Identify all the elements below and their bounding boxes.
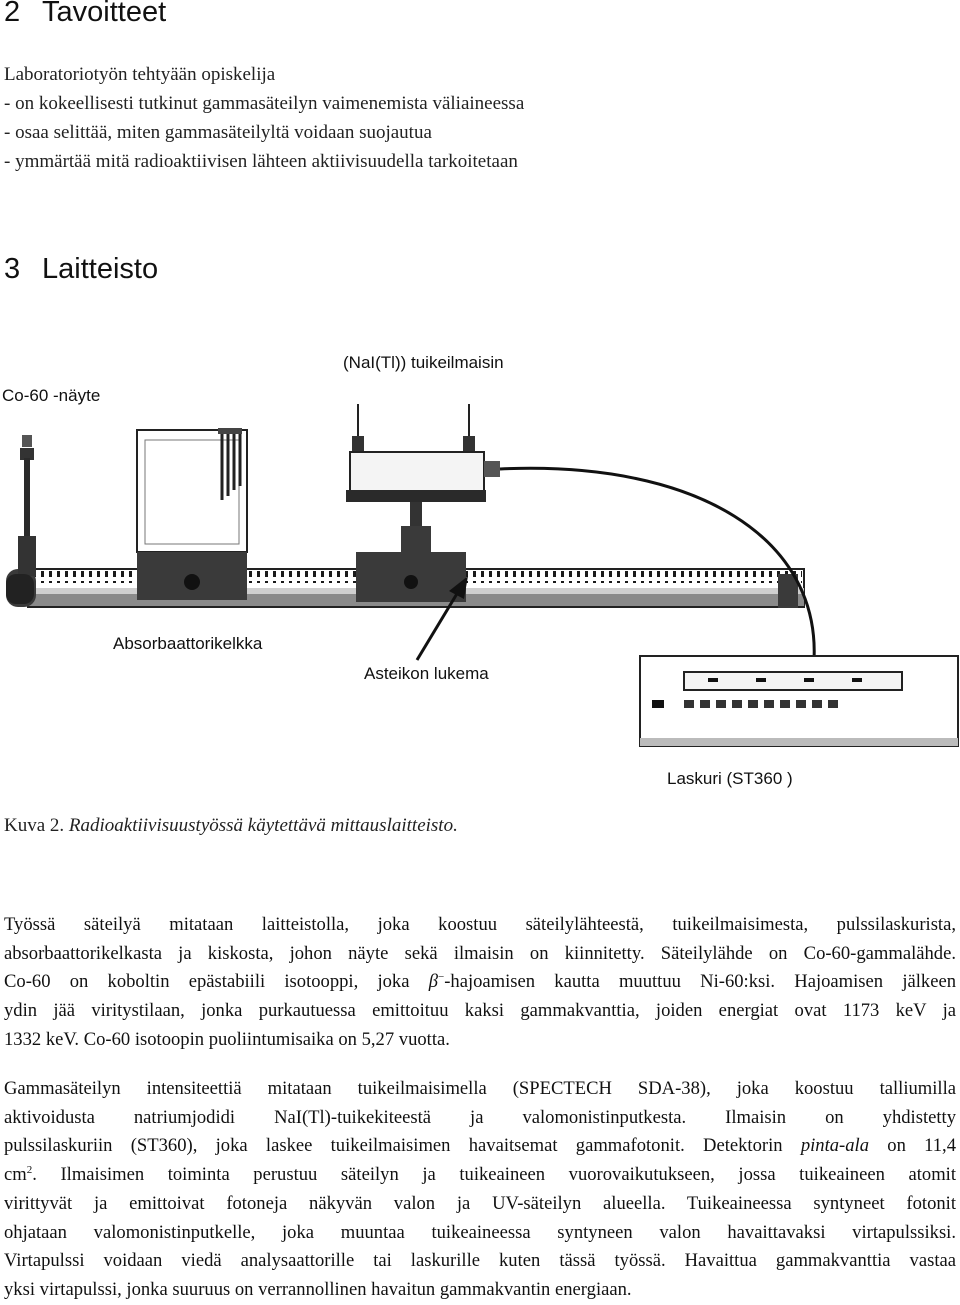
section-number: 2	[4, 0, 21, 28]
section-2-heading	[4, 0, 166, 29]
para-text: cm	[4, 1164, 27, 1186]
para-line	[4, 968, 956, 997]
goal-item: - osaa selittää, miten gammasäteilyltä voidaan suojautua	[4, 122, 432, 143]
para-text: -hajoamisen kautta muuttuu Ni-60:ksi. Hajoamisen jälkeen	[444, 971, 957, 993]
goals-list	[4, 60, 904, 176]
counter-label: Laskuri (ST360 )	[667, 769, 793, 788]
caption-prefix: Kuva 2.	[4, 815, 69, 836]
co60-sample-holder	[6, 435, 36, 604]
para-line: ohjataan valomonistinputkelle, joka muuntaa tuikeaineessa syntyneen valon havaittavaksi virtapulssiksi.	[4, 1221, 956, 1243]
section-title: Tavoitteet	[42, 0, 167, 28]
para-text: pulssilaskuriin (ST360), joka laskee tuikeilmaisimen havaitsemat gammafotonit. Detektorin	[4, 1135, 801, 1157]
paragraph-detector	[4, 1075, 956, 1305]
para-line: 1332 keV. Co-60 isotoopin puoliintumisaika on 5,27 vuotta.	[4, 1028, 450, 1050]
para-line: Työssä säteilyä mitataan laitteistolla, joka koostuu säteilylähteestä, tuikeilmaisimesta, pulssilaskurista,	[4, 914, 956, 935]
section-title: Laitteisto	[42, 253, 159, 285]
para-line: aktivoidusta natriumjodidi NaI(Tl)-tuikekiteestä ja valomonistinputkesta. Ilmaisin on yhdistetty	[4, 1106, 956, 1128]
goals-intro: Laboratoriotyön tehtyään opiskelija	[4, 64, 276, 85]
para-line: ydin jää viritystilaan, jonka purkautuessa emittoituu kaksi gammakvanttia, joiden energiat ovat 1173 keV ja	[4, 1000, 956, 1022]
para-line: Virtapulssi voidaan viedä analysaattorille tai laskurille kuten tässä työssä. Havaittua gammakvanttia vastaa	[4, 1250, 956, 1272]
beta-superscript: −	[437, 971, 445, 984]
section-3-heading	[4, 253, 158, 286]
scale-reading-label: Asteikon lukema	[364, 664, 489, 683]
para-line: yksi virtapulssi, jonka suuruus on verrannollinen havaitun gammakvantin energiaan.	[4, 1278, 632, 1300]
para-line: Gammasäteilyn intensiteettiä mitataan tuikeilmaisimella (SPECTECH SDA-38), joka koostuu talliumilla	[4, 1078, 956, 1099]
equipment-figure	[0, 340, 960, 800]
detector-label: (NaI(Tl)) tuikeilmaisin	[343, 353, 504, 372]
absorber-sled	[137, 428, 247, 600]
section-number: 3	[4, 253, 21, 285]
beta-symbol: β	[428, 971, 438, 993]
st360-counter	[640, 656, 958, 746]
caption-text: Radioaktiivisuustyössä käytettävä mittauslaitteisto.	[68, 815, 458, 836]
paragraph-equipment	[4, 911, 956, 1055]
para-line	[4, 1132, 956, 1161]
sample-label: Co-60 -näyte	[2, 386, 101, 405]
para-line	[4, 1161, 956, 1190]
superscript: 2	[26, 1163, 33, 1176]
para-italic-term: pinta-ala	[800, 1135, 869, 1157]
goal-item: - on kokeellisesti tutkinut gammasäteilyn vaimenemista väliaineessa	[4, 93, 525, 114]
para-text: on 11,4	[869, 1135, 956, 1157]
para-text: . Ilmaisimen toiminta perustuu säteilyn ja tuikeaineen vuorovaikutukseen, jossa tuikeaineen atomit	[32, 1164, 956, 1186]
figure-caption	[4, 815, 458, 837]
para-line: absorbaattorikelkasta ja kiskosta, johon näyte sekä ilmaisin on kiinnitetty. Säteilylähde on Co-60-gammalähde.	[4, 942, 956, 964]
goal-item: - ymmärtää mitä radioaktiivisen lähteen aktiivisuudella tarkoitetaan	[4, 151, 518, 172]
absorber-sled-label: Absorbaattorikelkka	[113, 634, 263, 653]
detector-cable	[500, 468, 814, 660]
para-line: virittyvät ja emittoivat fotoneja näkyvän valon ja UV-säteilyn alueella. Tuikeaineessa syntyneet fotonit	[4, 1192, 956, 1214]
para-text: Co-60 on koboltin epästabiili isotooppi, joka	[4, 971, 429, 993]
